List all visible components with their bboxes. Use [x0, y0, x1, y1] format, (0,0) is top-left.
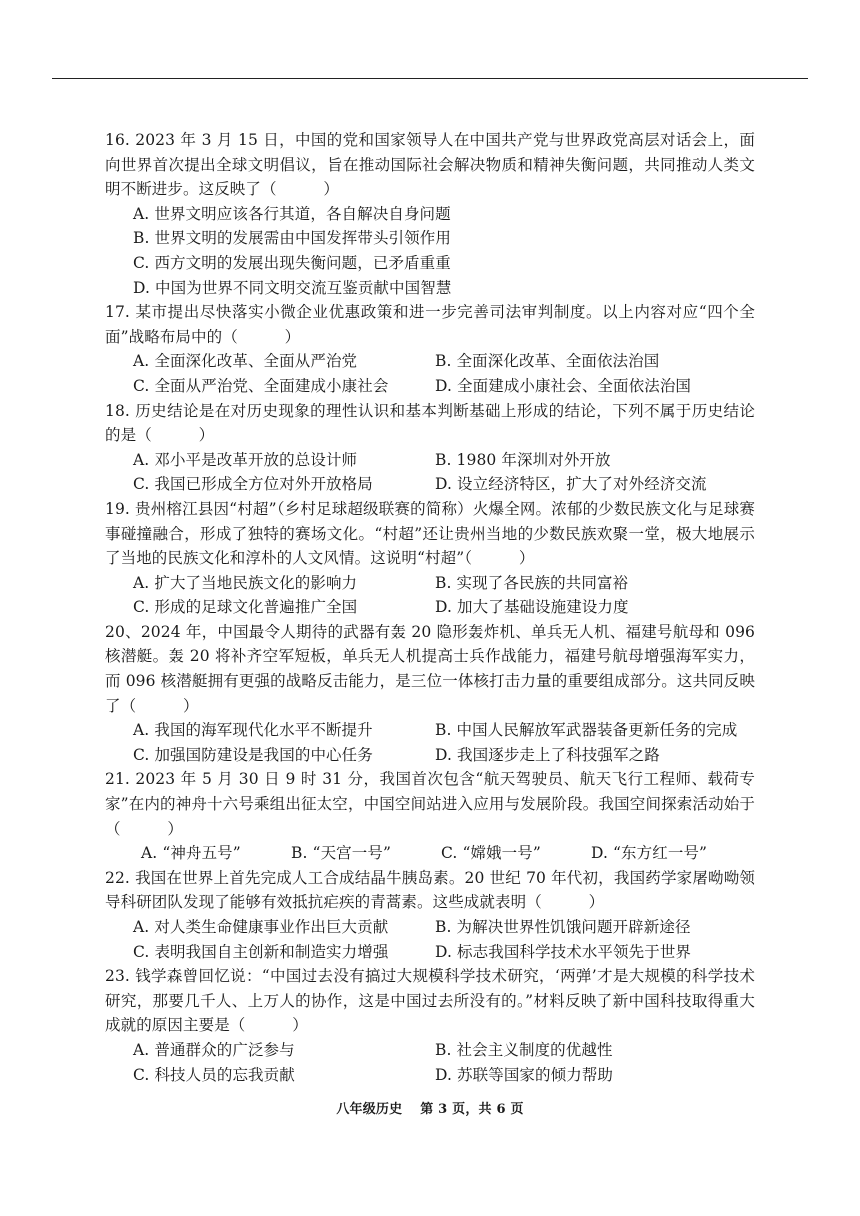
question-21 — [105, 767, 755, 865]
options — [105, 349, 755, 398]
option-a: A. 世界文明应该各行其道，各自解决自身问题 — [133, 204, 451, 223]
option-d: D. “东方红一号” — [591, 844, 708, 863]
option-d: D. 中国为世界不同文明交流互鉴贡献中国智慧 — [133, 278, 452, 297]
question-22 — [105, 866, 755, 964]
option-a: A. 全面深化改革、全面从严治党 — [133, 352, 358, 371]
question-list — [105, 128, 755, 1087]
question-19 — [105, 497, 755, 620]
question-stem: 23. 钱学森曾回忆说：“中国过去没有搞过大规模科学技术研究，‘两弹’才是大规模的科学技术研究，那要几千人、上万人的协作，这是中国过去所没有的。”材料反映了新中国科技取得重大成就的原因主要是（ ） — [105, 967, 755, 1035]
question-stem: 19. 贵州榕江县因“村超”（乡村足球超级联赛的简称）火爆全网。浓郁的少数民族文化与足球赛事碰撞融合，形成了独特的赛场文化。“村超”还让贵州当地的少数民族欢聚一堂，极大地展示了当地的民族文化和淳朴的人文风情。这说明“村超”（ ） — [105, 499, 755, 568]
question-20 — [105, 620, 755, 768]
question-stem: 21. 2023 年 5 月 30 日 9 时 31 分，我国首次包含“航天驾驶员、航天飞行工程师、载荷专家”在内的神舟十六号乘组出征太空，中国空间站进入应用与发展阶段。我国空间探索活动始于（ ） — [105, 770, 755, 838]
question-23 — [105, 964, 755, 1087]
option-d: D. 苏联等国家的倾力帮助 — [435, 1065, 614, 1084]
option-c: C. 我国已形成全方位对外开放格局 — [133, 475, 373, 494]
question-17 — [105, 300, 755, 398]
options — [105, 915, 755, 964]
option-c: C. 加强国防建设是我国的中心任务 — [133, 745, 373, 764]
option-c: C. 科技人员的忘我贡献 — [133, 1065, 295, 1084]
question-18 — [105, 399, 755, 497]
options — [105, 448, 755, 497]
option-c: C. 表明我国自主创新和制造实力增强 — [133, 942, 389, 961]
question-stem: 17. 某市提出尽快落实小微企业优惠政策和进一步完善司法审判制度。以上内容对应“四个全面”战略布局中的（ ） — [105, 303, 755, 346]
option-a: A. 对人类生命健康事业作出巨大贡献 — [133, 918, 389, 936]
question-16 — [105, 128, 755, 300]
option-c: C. 全面从严治党、全面建成小康社会 — [133, 376, 389, 395]
option-a: A. “神舟五号” — [141, 844, 241, 863]
options — [105, 718, 755, 767]
option-d: D. 标志我国科学技术水平领先于世界 — [435, 942, 692, 961]
option-a: A. 普通群众的广泛参与 — [133, 1040, 295, 1059]
option-a: A. 邓小平是改革开放的总设计师 — [133, 450, 358, 469]
option-b: B. 为解决世界性饥饿问题开辟新途径 — [435, 918, 691, 936]
option-b: B. 实现了各民族的共同富裕 — [435, 573, 629, 592]
page-footer: 八年级历史 第 3 页，共 6 页 — [336, 1102, 524, 1117]
option-b: B. 社会主义制度的优越性 — [435, 1040, 613, 1059]
option-d: D. 设立经济特区，扩大了对外经济交流 — [435, 475, 707, 494]
question-stem: 22. 我国在世界上首先完成人工合成结晶牛胰岛素。20 世纪 70 年代初，我国药学家屠呦呦领导科研团队发现了能够有效抵抗疟疾的青蒿素。这些成就表明（ ） — [105, 868, 755, 912]
option-c: C. 形成的足球文化普遍推广全国 — [133, 598, 358, 617]
option-b: B. 世界文明的发展需由中国发挥带头引领作用 — [133, 229, 451, 248]
option-a: A. 扩大了当地民族文化的影响力 — [133, 573, 358, 592]
option-d: D. 加大了基础设施建设力度 — [435, 598, 629, 617]
options — [105, 1038, 755, 1087]
option-b: B. 1980 年深圳对外开放 — [435, 450, 611, 469]
option-a: A. 我国的海军现代化水平不断提升 — [133, 721, 373, 740]
options — [105, 202, 755, 300]
question-stem: 20、2024 年，中国最令人期待的武器有轰 20 隐形轰炸机、单兵无人机、福建号航母和 096 核潜艇。轰 20 将补齐空军短板，单兵无人机提高士兵作战能力，福建号航母增强海军实力，而 096 核潜艇拥有更强的战略反击能力，是三位一体核打击力量的重要组成部分。这共同反映了（ ） — [105, 622, 755, 715]
option-b: B. “天宫一号” — [291, 844, 391, 863]
header-rule — [52, 78, 808, 79]
options — [105, 571, 755, 620]
option-c: C. “嫦娥一号” — [441, 844, 541, 863]
question-stem: 18. 历史结论是在对历史现象的理性认识和基本判断基础上形成的结论，下列不属于历史结论的是（ ） — [105, 401, 755, 445]
option-d: D. 我国逐步走上了科技强军之路 — [435, 745, 660, 764]
option-c: C. 西方文明的发展出现失衡问题，已矛盾重重 — [133, 253, 451, 272]
options — [105, 841, 755, 866]
option-d: D. 全面建成小康社会、全面依法治国 — [435, 376, 692, 395]
option-b: B. 中国人民解放军武器装备更新任务的完成 — [435, 721, 738, 740]
option-b: B. 全面深化改革、全面依法治国 — [435, 352, 660, 371]
question-stem: 16. 2023 年 3 月 15 日，中国的党和国家领导人在中国共产党与世界政党高层对话会上，面向世界首次提出全球文明倡议，旨在推动国际社会解决物质和精神失衡问题，共同推动人类文明不断进步。这反映了（ ） — [105, 131, 755, 199]
